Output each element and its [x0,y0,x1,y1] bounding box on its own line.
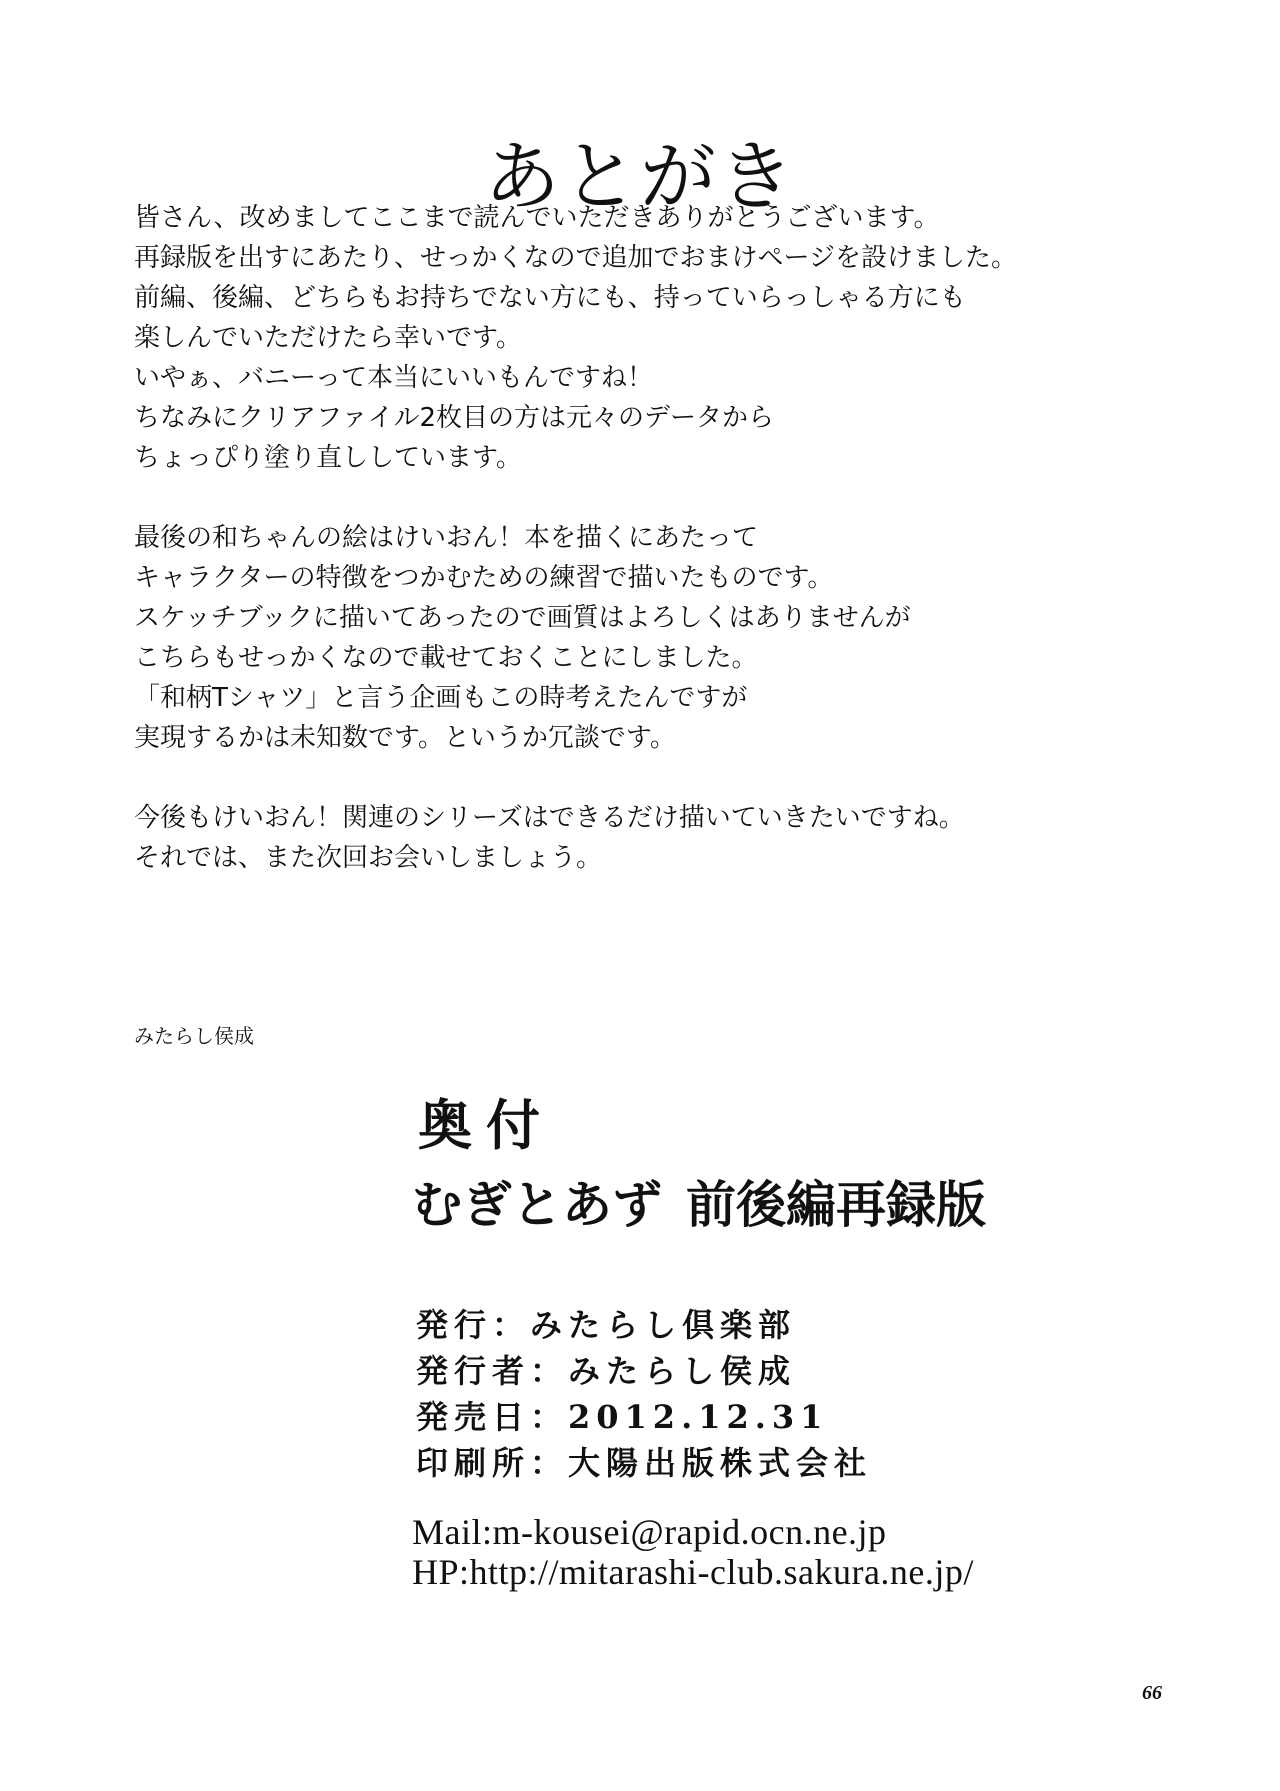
text-line: 前編、後編、どちらもお持ちでない方にも、持っていらっしゃる方にも [134,283,966,313]
homepage-url: HP:http://mitarashi-club.sakura.ne.jp/ [412,1552,974,1592]
text-line: 実現するかは未知数です。というか冗談です。 [134,723,676,753]
text-line: こちらもせっかくなので載せておくことにしました。 [134,643,758,673]
book-title-main: むぎとあず [412,1176,662,1234]
text-line: 「和柄Tシャツ」と言う企画もこの時考えたんですが [134,683,748,713]
text-line: ちなみにクリアファイル2枚目の方は元々のデータから [134,403,775,433]
mail-address: Mail:m-kousei@rapid.ocn.ne.jp [412,1512,887,1552]
paragraph [134,798,1194,878]
paragraph [134,198,1194,478]
afterword-body [134,198,1194,878]
text-line: それでは、また次回お会いしましょう。 [134,843,603,873]
text-line: ちょっぴり塗り直ししています。 [134,443,522,473]
colophon-heading: 奥付 [418,1093,554,1157]
release-date-row: 発売日：2012.12.31 [416,1398,829,1436]
page-number: 66 [1142,1682,1162,1704]
text-line: 再録版を出すにあたり、せっかくなので追加でおまけページを設けました。 [134,243,1017,273]
text-line: スケッチブックに描いてあったので画質はよろしくはありませんが [134,603,911,633]
author-signature: みたらし侯成 [134,1024,254,1048]
book-title-edition: 前後編再録版 [686,1176,986,1234]
issuer-row: 発行者：みたらし侯成 [416,1352,797,1390]
colophon-details [416,1302,872,1486]
colophon-book-title [412,1170,986,1240]
text-line: キャラクターの特徴をつかむための練習で描いたものです。 [134,563,834,593]
publisher-row: 発行：みたらし倶楽部 [416,1306,797,1344]
text-line: 今後もけいおん！関連のシリーズはできるだけ描いていきたいですね。 [134,803,965,833]
text-line: 皆さん、改めましてここまで読んでいただきありがとうございます。 [134,203,940,233]
text-line: 楽しんでいただけたら幸いです。 [134,323,522,353]
contact-info [412,1512,974,1592]
text-line: 最後の和ちゃんの絵はけいおん！本を描くにあたって [134,523,759,553]
text-line: いやぁ、バニーって本当にいいもんですね！ [134,363,653,393]
printer-row: 印刷所：大陽出版株式会社 [416,1444,873,1482]
paragraph [134,518,1194,758]
page-title: あとがき [484,131,796,221]
